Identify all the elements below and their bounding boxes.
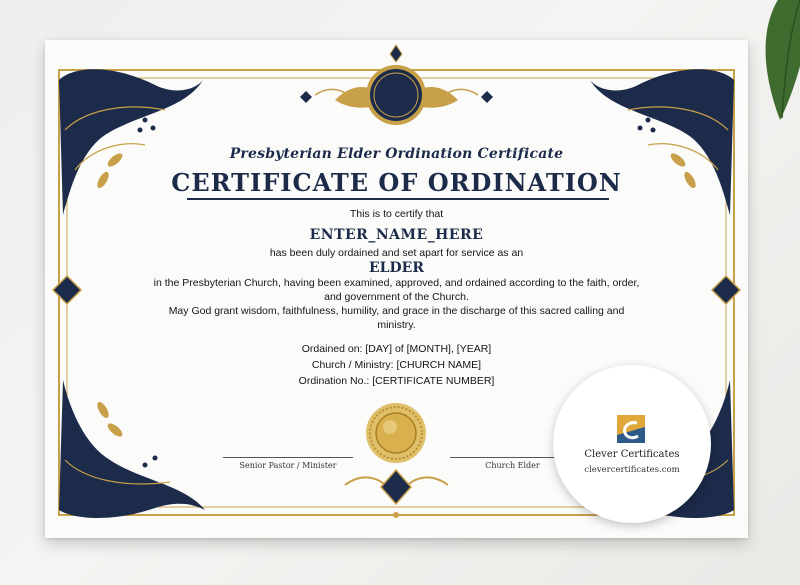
body-line-2: and government of the Church. bbox=[324, 291, 469, 303]
blessing-line-1: May God grant wisdom, faithfulness, humility, and grace in the discharge of this sacred calling and bbox=[168, 305, 625, 317]
certificate-title: CERTIFICATE OF ORDINATION bbox=[171, 168, 622, 197]
body-line-1: in the Presbyterian Church, having been examined, approved, and ordained according to the faith, order, bbox=[153, 277, 640, 289]
signature-label-left: Senior Pastor / Minister bbox=[239, 461, 337, 470]
watermark-badge bbox=[553, 365, 711, 523]
service-text: has been duly ordained and set apart for service as an bbox=[269, 247, 524, 259]
watermark-brand: Clever Certificates bbox=[584, 449, 680, 460]
title-underline bbox=[187, 198, 609, 200]
signature-line-left bbox=[223, 457, 353, 458]
ordained-on: Ordained on: [DAY] of [MONTH], [YEAR] bbox=[301, 343, 492, 355]
role-title: ELDER bbox=[369, 260, 424, 276]
clever-certificates-logo-icon bbox=[617, 415, 645, 443]
intro-text: This is to certify that bbox=[349, 208, 444, 220]
blessing-line-2: ministry. bbox=[377, 319, 416, 331]
certificate-subtitle: Presbyterian Elder Ordination Certificate bbox=[229, 146, 564, 162]
recipient-name: ENTER_NAME_HERE bbox=[309, 227, 484, 243]
plant-leaf-icon bbox=[740, 0, 800, 140]
church-ministry: Church / Ministry: [CHURCH NAME] bbox=[311, 359, 482, 371]
signature-label-right: Church Elder bbox=[485, 461, 540, 470]
ordination-number: Ordination No.: [CERTIFICATE NUMBER] bbox=[298, 375, 495, 387]
watermark-url: clevercertificates.com bbox=[584, 465, 680, 475]
